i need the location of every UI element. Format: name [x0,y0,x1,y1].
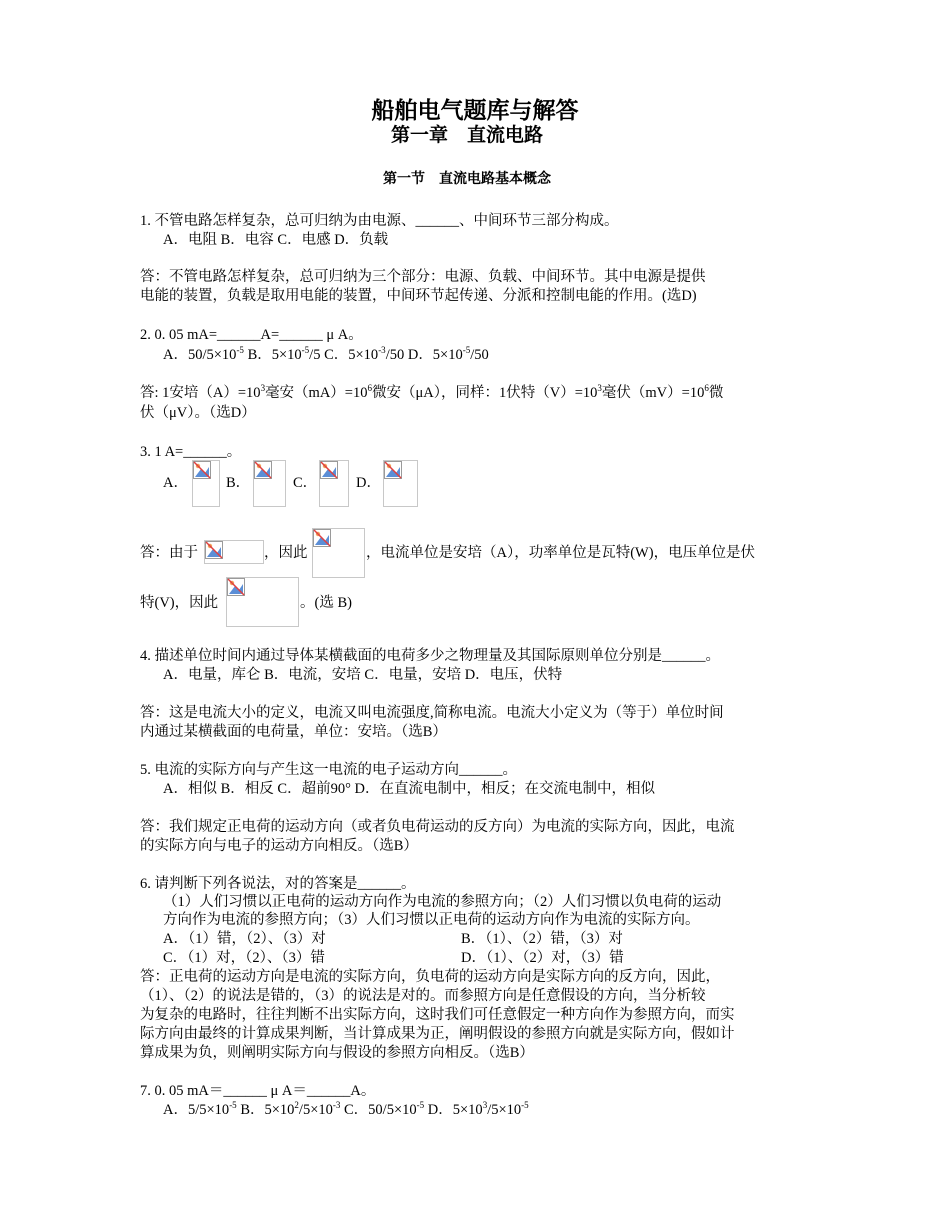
question-1-stem: 1. 不管电路怎样复杂，总可归纳为由电源、______、中间环节三部分构成。 [140,213,619,229]
broken-image-icon [205,541,223,559]
question-4-stem: 4. 描述单位时间内通过导体某横截面的电荷多少之物理量及其国际原则单位分别是______。 [140,648,720,664]
option-d-formula-image [383,460,418,507]
question-1-answer: 答：不管电路怎样复杂，总可归纳为三个部分：电源、负载、中间环节。其中电源是提供 [140,269,706,285]
question-6-answer-l3: 为复杂的电路时，往往判断不出实际方向，这时我们可任意假定一种方向作为参照方向，而实 [140,1007,735,1023]
option-c-formula-image [319,460,349,507]
question-6-stem: 6. 请判断下列各说法，对的答案是______。 [140,876,416,892]
chapter-heading: 第一章 直流电路 [390,124,543,146]
question-3-answer-start: 答：由于 [140,545,198,561]
question-3-answer-mid: ，因此 [264,545,308,561]
document-title: 船舶电气题库与解答 [371,98,579,124]
broken-image-icon [227,578,245,596]
broken-image-icon [384,461,402,479]
option-b-formula-image [253,460,286,507]
question-2-options: A．$50/5\times 10^{-5}$ B．$5\times 10^{-5}/5$ C．$5\times 10^{-3}/50$ D．$5\times 10^{-5}/50$ [163,345,489,363]
question-5-options: A．相似 B．相反 C．超前90° D．在直流电制中，相反；在交流电制中，相似 [163,781,655,797]
question-1-options: A．电阻 B．电容 C．电感 D．负载 [163,232,389,248]
question-2-answer: 答: 1安培$(A)=10^3$毫安$(mA)=10^6$微安（μA），同样：1伏特$(V)=10^3$毫伏$(mV)=10^6$微 [140,383,724,401]
question-5-answer-cont: 的实际方向与电子的运动方向相反。（选B） [140,838,418,854]
question-3-option-b-label: B． [226,475,251,491]
question-3-option-a-label: A． [163,475,188,491]
question-3-option-d-label: D． [356,475,381,491]
formula-image-2 [312,528,365,578]
question-6-option-b: B．（1）、（2）错，（3）对 [461,931,623,947]
question-7-stem: 7. 0. 05 mA＝______ μ A＝______A。 [140,1083,376,1099]
question-2-stem: 2. 0. 05 mA=______A=______ μ A。 [140,327,363,343]
option-a-formula-image [192,460,220,507]
question-7-options: A．$5/5\times 10^{-5}$ B．$5\times 10^2/5\times 10^{-3}$ C．$50/5\times 10^{-5}$ D．$5\times 10^3/5\times 10^{-5}$ [163,1100,529,1118]
question-6-option-a: A．（1）错，（2）、（3）对 [163,931,326,947]
question-5-answer: 答：我们规定正电荷的运动方向（或者负电荷运动的反方向）为电流的实际方向，因此，电流 [140,819,735,835]
question-6-statements: （1）人们习惯以正电荷的运动方向作为电流的参照方向；（2）人们习惯以负电荷的运动 [163,894,722,910]
question-4-options: A．电量，库仑 B．电流，安培 C．电量，安培 D．电压，伏特 [163,667,563,683]
question-4-answer: 答：这是电流大小的定义，电流又叫电流强度,简称电流。电流大小定义为（等于）单位时间 [140,705,724,721]
question-6-answer-l5: 算成果为负，则阐明实际方向与假设的参照方向相反。（选B） [140,1045,534,1061]
broken-image-icon [320,461,338,479]
broken-image-icon [254,461,272,479]
question-3-answer-end: 。(选 B) [300,595,352,611]
question-3-stem: 3. 1 A=______。 [140,444,242,460]
question-6-answer: 答：正电荷的运动方向是电流的实际方向，负电荷的运动方向是实际方向的反方向，因此， [140,969,720,985]
formula-image-1 [204,540,264,564]
section-heading: 第一节 直流电路基本概念 [383,171,551,187]
question-6-option-d: D．（1）、（2）对，（3）错 [461,950,624,966]
question-6-answer-l4: 际方向由最终的计算成果判断，当计算成果为正，阐明假设的参照方向就是实际方向，假如计 [140,1026,735,1042]
broken-image-icon [193,461,211,479]
question-3-option-c-label: C． [293,475,318,491]
formula-image-3 [226,577,299,627]
question-6-statements-cont: 方向作为电流的参照方向；（3）人们习惯以正电荷的运动方向作为电流的实际方向。 [163,912,700,928]
question-6-option-c: C．（1）对，（2）、（3）错 [163,950,325,966]
question-2-answer-cont: 伏（μV）。（选D） [140,405,256,421]
broken-image-icon [313,529,331,547]
question-1-answer-cont: 电能的装置，负载是取用电能的装置，中间环节起传递、分派和控制电能的作用。(选D) [140,288,697,304]
question-3-answer-cont: 特(V)，因此 [140,595,219,611]
question-5-stem: 5. 电流的实际方向与产生这一电流的电子运动方向______。 [140,762,517,778]
question-6-answer-l2: （1）、（2）的说法是错的，（3）的说法是对的。而参照方向是任意假设的方向，当分析较 [140,988,706,1004]
question-3-answer-text: ，电流单位是安培（A），功率单位是瓦特(W)，电压单位是伏 [366,545,756,561]
question-4-answer-cont: 内通过某横截面的电荷量，单位：安培。（选B） [140,724,447,740]
